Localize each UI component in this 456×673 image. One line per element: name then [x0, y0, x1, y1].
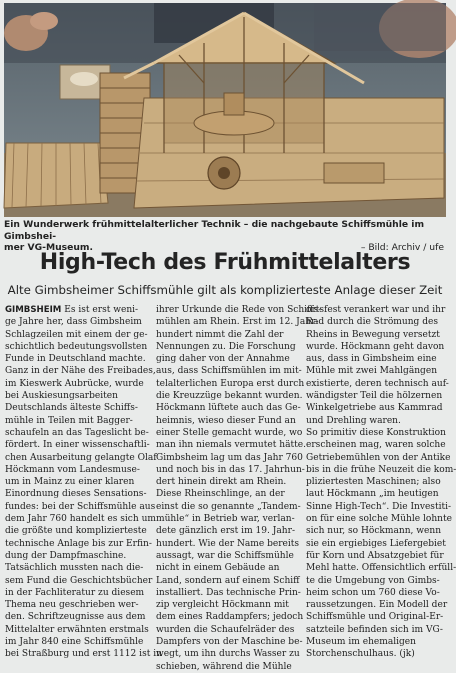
column-line: Land, sondern auf einem Schiff: [156, 575, 300, 586]
column-line: sich nur, so Höckmann, wenn: [306, 526, 442, 537]
column-line: existierte, deren technisch auf-: [306, 378, 449, 389]
column-line: Schiffsmühle und Original-Er-: [306, 612, 444, 623]
ship-mill-model-photo: [4, 3, 446, 217]
column-line: einst die so genannte „Tandem-: [156, 501, 301, 512]
column-line: schaufeln an das Tageslicht be-: [5, 427, 149, 438]
column-line: und noch bis in das 17. Jahrhun-: [156, 464, 305, 475]
column-line: erscheinen mag, waren solche: [306, 440, 446, 451]
column-line: um in Mainz zu einer klaren: [5, 477, 135, 488]
column-line: pliziertesten Maschinen; also: [306, 477, 441, 488]
column-line: für Korn und Absatzgebiet für: [306, 550, 444, 561]
column-line: Schlagzeilen mit einem der ge-: [5, 329, 148, 340]
article-headline: High-Tech des Frühmittelalters: [39, 250, 411, 275]
photo-caption: [4, 219, 446, 254]
column-line: satzteile befinden sich im VG-: [306, 624, 443, 635]
column-line: te die Umgebung von Gimbs-: [306, 575, 440, 586]
column-line: dem Jahr 760 handelt es sich um: [5, 514, 156, 525]
column-line: Einordnung dieses Sensations-: [5, 489, 147, 500]
column-line: dete gänzlich erst im 19. Jahr-: [156, 526, 296, 537]
column-line: Ganz in der Nähe des Freibades,: [5, 366, 156, 377]
column-line: Storchenschulhaus. (jk): [306, 649, 415, 660]
column-line: und Drehling waren.: [306, 415, 401, 426]
column-line: bei Straßburg und erst 1112 ist in: [5, 649, 162, 660]
photo-credit: – Bild: Archiv / ufe: [360, 242, 444, 253]
column-line: Gimbsheim lag um das Jahr 760: [156, 452, 303, 463]
column-line: Thema neu geschrieben wer-: [5, 600, 139, 611]
column-line: dert hinein direkt am Rhein.: [156, 477, 287, 488]
column-line: bei Auskiesungsarbeiten: [5, 391, 118, 402]
column-line: mühle in Teilen mit Bagger-: [5, 415, 133, 426]
column-line: Diese Rheinschlinge, an der: [156, 489, 285, 500]
column-line: Funde in Deutschland machte.: [5, 354, 146, 365]
column-line-text: Es ist erst weni-: [61, 305, 139, 315]
column-line: fördert. In einer wissenschaftli-: [5, 440, 150, 451]
column-line: laut Höckmann „im heutigen: [306, 489, 439, 500]
column-line: Mehl hatte. Offensichtlich erfüll-: [306, 563, 456, 574]
column-line: wurde. Höckmann geht davon: [306, 341, 445, 352]
column-line: Rheins in Bewegung versetzt: [306, 329, 440, 340]
article-dateline: GIMBSHEIM: [5, 305, 62, 315]
column-line: die Kreuzzüge bekannt wurden.: [156, 391, 303, 402]
column-line: in der Fachliteratur zu diesem: [5, 587, 145, 598]
column-line: [5, 304, 143, 316]
column-line: ortsfest verankert war und ihr: [306, 305, 446, 315]
column-line: wegt, um ihn durchs Wasser zu: [156, 649, 300, 660]
column-line: So primitiv diese Konstruktion: [306, 427, 446, 438]
column-line: Tatsächlich mussten nach die-: [5, 563, 144, 574]
column-line: Mühle mit zwei Mahlgängen: [306, 366, 438, 377]
column-line: schieben, während die Mühle: [156, 661, 292, 672]
column-line: nicht in einem Gebäude an: [156, 563, 280, 574]
column-line: Nennungen zu. Die Forschung: [156, 341, 296, 352]
column-line: telalterlichen Europa erst durch: [156, 378, 305, 389]
column-line: Getriebemühlen von der Antike: [306, 452, 451, 463]
column-line: technische Anlage bis zur Erfin-: [5, 538, 152, 549]
column-line: chen Ausarbeitung gelangte Olaf: [5, 452, 157, 463]
column-line: Höckmann vom Landesmuse-: [5, 464, 140, 475]
column-line: zip vergleicht Höckmann mit: [156, 600, 289, 611]
column-line: heimnis, wieso dieser Fund an: [156, 415, 296, 426]
column-line: hundert. Wie der Name bereits: [156, 538, 300, 549]
column-line: wurden die Schaufelräder des: [156, 624, 295, 635]
column-line: im Kieswerk Aubrücke, wurde: [5, 378, 144, 389]
article-column-2: [156, 304, 322, 673]
caption-line-1: Ein Wunderwerk frühmittelalterlicher Technik – die nachgebaute Schiffsmühle im Gimbshei-: [4, 219, 425, 242]
column-line: man ihn niemals vermutet hätte.: [156, 440, 306, 451]
column-line: mühle“ in Betrieb war, verlan-: [156, 514, 295, 525]
column-line: fundes: bei der Schiffsmühle aus: [5, 501, 156, 512]
column-line: Höckmann lüftete auch das Ge-: [156, 403, 301, 414]
article-column-1: [5, 304, 162, 661]
caption-line-2: mer VG-Museum.: [4, 242, 93, 253]
column-line: sem Fund die Geschichtsbücher: [5, 575, 153, 586]
article-column-3: [306, 304, 456, 661]
column-line: die größte und komplizierteste: [5, 526, 147, 537]
column-line: wändigster Teil die hölzernen: [306, 391, 443, 402]
column-line: einer Stelle gemacht wurde, wo: [156, 427, 303, 438]
column-line: bis in die frühe Neuzeit die kom-: [306, 464, 456, 475]
column-line: Rad durch die Strömung des: [306, 317, 438, 328]
column-line: Dampfers von der Maschine be-: [156, 637, 303, 648]
column-line: schichtlich bedeutungsvollsten: [5, 341, 148, 352]
column-line: aussagt, war die Schiffsmühle: [156, 550, 294, 561]
column-line: im Jahr 840 eine Schiffsmühle: [5, 637, 144, 648]
column-line: ihrer Urkunde die Rede von Schiffs-: [156, 305, 322, 315]
column-line: aus, dass in Gimbsheim eine: [306, 354, 437, 365]
column-line: Mittelalter erwähnten erstmals: [5, 624, 149, 635]
column-line: on für eine solche Mühle lohnte: [306, 514, 452, 525]
column-line: Winkelgetriebe aus Kammrad: [306, 403, 443, 414]
column-line: den. Schriftzeugnisse aus dem: [5, 612, 146, 623]
column-line: raussetzungen. Ein Modell der: [306, 600, 448, 611]
column-line: installiert. Das technische Prin-: [156, 587, 301, 598]
column-line: Sinne High-Tech“. Die Investiti-: [306, 501, 452, 512]
column-line: dung der Dampfmaschine.: [5, 550, 127, 561]
article-subheadline: Alte Gimbsheimer Schiffsmühle gilt als komplizierteste Anlage dieser Zeit: [7, 283, 443, 297]
column-line: hundert nimmt die Zahl der: [156, 329, 284, 340]
column-line: aus, dass Schiffsmühlen im mit-: [156, 366, 302, 377]
column-line: Deutschlands älteste Schiffs-: [5, 403, 138, 414]
column-line: Museum im ehemaligen: [306, 637, 416, 648]
column-line: sie ein ergiebiges Liefergebiet: [306, 538, 446, 549]
column-line: ging daher von der Annahme: [156, 354, 290, 365]
column-line: mühlen am Rhein. Erst im 12. Jahr-: [156, 317, 319, 328]
column-line: heim schon um 760 diese Vo-: [306, 587, 440, 598]
column-line: ge Jahre her, dass Gimbsheim: [5, 317, 142, 328]
column-line: dem eines Raddampfers; jedoch: [156, 612, 304, 623]
